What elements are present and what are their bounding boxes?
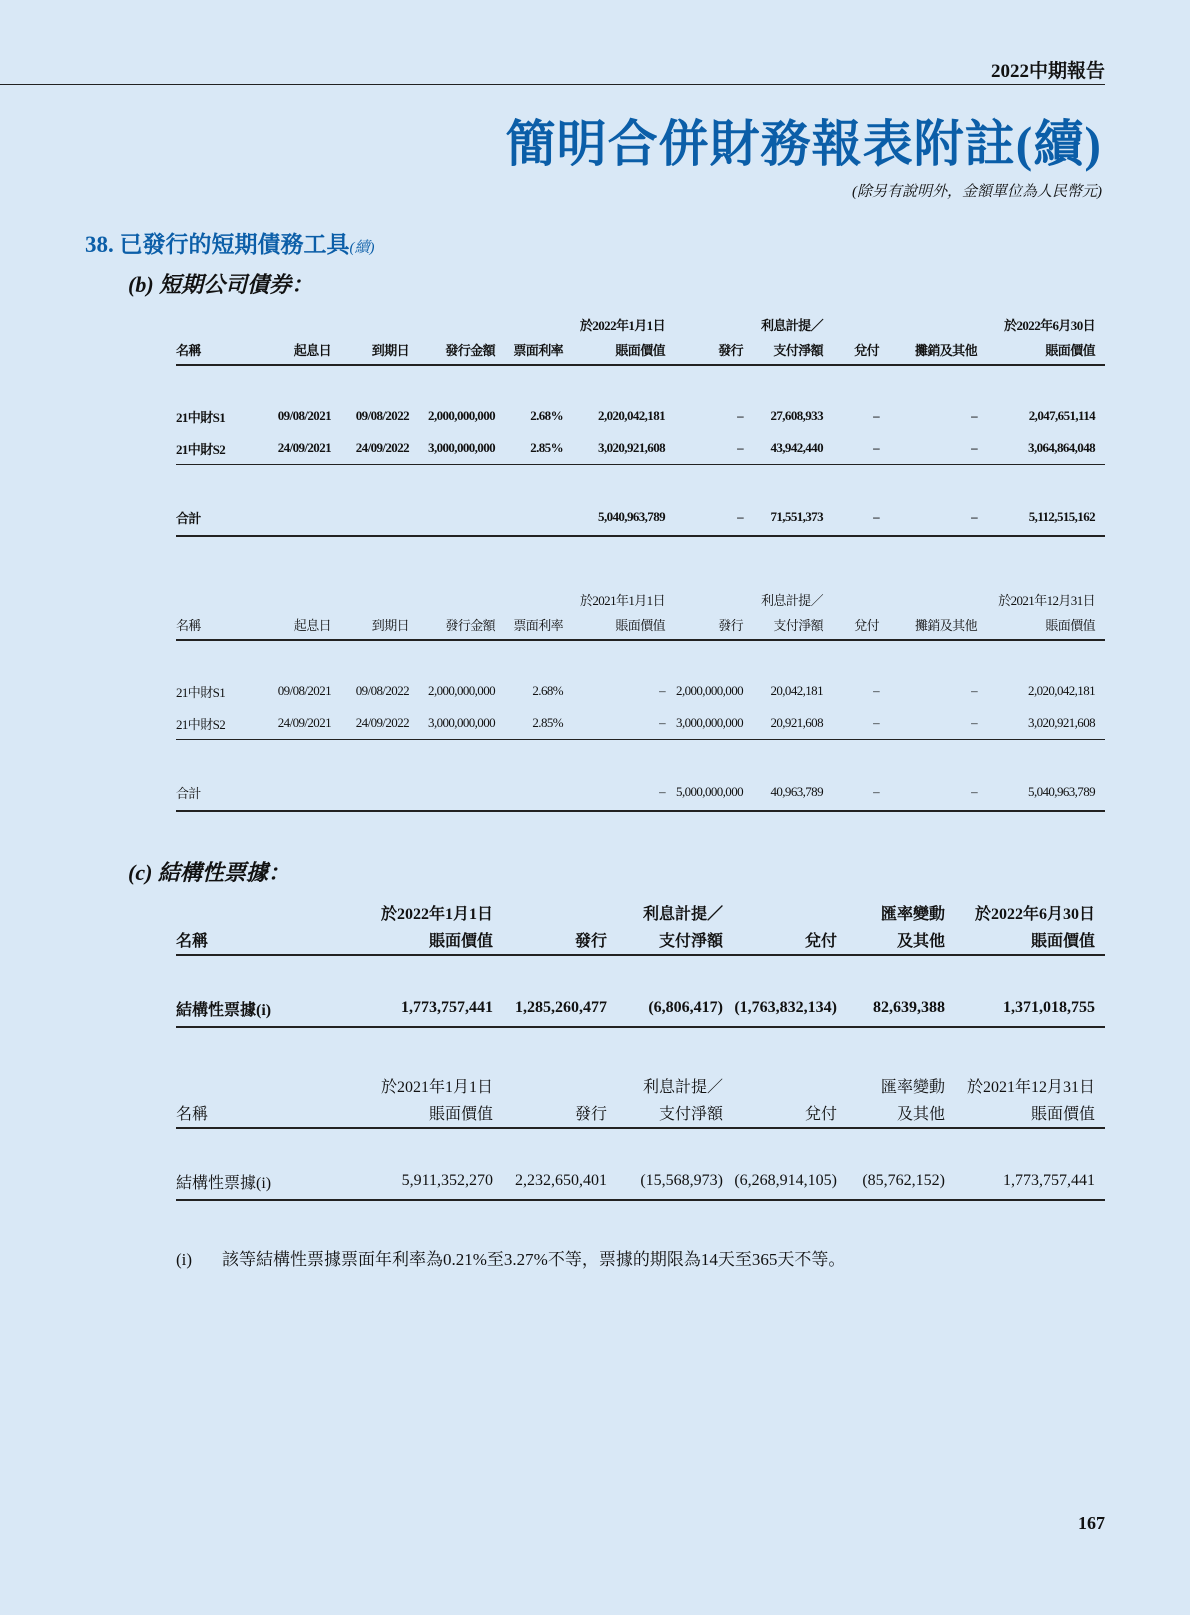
- header-cell: [336, 583, 414, 609]
- footnote-text: 該等結構性票據票面年利率為0.21%至3.27%不等，票據的期限為14天至365天不等。: [222, 1250, 846, 1269]
- header-divider: [0, 84, 1105, 85]
- table-cell: 20,042,181: [770, 683, 823, 698]
- table-cell: 5,040,963,789: [568, 499, 670, 536]
- table-cell: (6,268,914,105): [728, 1163, 842, 1200]
- header-cell: 到期日: [336, 609, 414, 640]
- table-cell: 合計: [176, 774, 264, 811]
- header-cell: 於2021年12月31日: [998, 593, 1095, 608]
- header-cell: 兌付: [828, 609, 884, 640]
- table-row: [176, 707, 1105, 740]
- header-cell: 於2021年1月1日: [380, 1079, 493, 1096]
- page-title: 簡明合併財務報表附註(續): [505, 116, 1102, 172]
- header-cell: [500, 308, 568, 334]
- table-cell: 5,911,352,270: [326, 1163, 498, 1200]
- table-cell: –: [670, 432, 748, 465]
- header-cell: [670, 583, 748, 609]
- header-cell: [498, 1071, 612, 1097]
- subsection-c-title: (c) 結構性票據：: [128, 860, 290, 885]
- table-cell: 09/08/2021: [277, 683, 331, 698]
- table-cell: –: [873, 408, 879, 423]
- table-cell: –: [873, 683, 879, 698]
- header-cell: 到期日: [336, 334, 414, 365]
- table-cell: 24/09/2021: [264, 707, 336, 740]
- header-row-top: [176, 308, 1105, 334]
- table-cell: [500, 499, 568, 536]
- header-cell: [176, 1071, 326, 1097]
- header-cell: 於2022年1月1日: [380, 906, 493, 923]
- footnote-key: (i): [176, 1250, 193, 1269]
- table-cell: 20,921,608: [748, 707, 828, 740]
- header-cell: 名稱: [176, 609, 264, 640]
- header-cell: 攤銷及其他: [884, 609, 982, 640]
- header-cell: 於2022年6月30日: [974, 906, 1095, 923]
- header-cell: 發行金額: [414, 609, 500, 640]
- subsection-b-title: (b) 短期公司債券：: [128, 272, 314, 297]
- table-cell: –: [828, 432, 884, 465]
- table-cell: –: [737, 408, 743, 423]
- header-cell: 及其他: [842, 1097, 950, 1128]
- header-cell: 名稱: [176, 924, 326, 955]
- header-cell: 名稱: [176, 1097, 326, 1128]
- table-cell: –: [828, 707, 884, 740]
- page-subtitle: (除另有說明外，金額單位為人民幣元): [852, 184, 1102, 200]
- header-cell: [176, 308, 264, 334]
- header-cell: [414, 308, 500, 334]
- table-cell: 1,773,757,441: [326, 990, 498, 1027]
- header-cell: 發行: [498, 924, 612, 955]
- header-cell: 賬面價值: [568, 609, 670, 640]
- table-cell: [336, 499, 414, 536]
- header-cell: 賬面價值: [950, 1097, 1105, 1128]
- header-cell: 於2022年1月1日: [579, 318, 665, 333]
- header-cell: [828, 583, 884, 609]
- table-cell: 2,020,042,181: [1028, 683, 1095, 698]
- table-cell: –: [971, 408, 977, 423]
- header-row: [176, 609, 1105, 640]
- table-cell: –: [971, 683, 977, 698]
- table-cell: 2.68%: [530, 408, 563, 423]
- header-cell: 及其他: [842, 924, 950, 955]
- table-cell: 2,020,042,181: [598, 408, 665, 423]
- table-cell: [500, 774, 568, 811]
- table-cell: (85,762,152): [842, 1163, 950, 1200]
- table-cell: (1,763,832,134): [728, 990, 842, 1027]
- header-row-top: [176, 898, 1105, 924]
- table-cell: [264, 499, 336, 536]
- table-cell: 27,608,933: [770, 408, 823, 423]
- table-cell: [264, 774, 336, 811]
- header-cell: 兌付: [728, 1097, 842, 1128]
- table-cell: (6,806,417): [612, 990, 728, 1027]
- table-cell: 2.68%: [532, 683, 563, 698]
- table-cell: 3,000,000,000: [414, 432, 500, 465]
- table-cell: 2,000,000,000: [428, 408, 495, 423]
- header-cell: 起息日: [264, 334, 336, 365]
- table-row: [176, 675, 1105, 707]
- header-cell: 利息計提／: [642, 1079, 723, 1096]
- table-cell: 21中財S2: [176, 707, 264, 740]
- header-cell: 利息計提／: [642, 906, 723, 923]
- table-cell: 3,000,000,000: [670, 707, 748, 740]
- header-cell: 賬面價值: [326, 924, 498, 955]
- table-cell: 3,000,000,000: [414, 707, 500, 740]
- header-cell: 賬面價值: [326, 1097, 498, 1128]
- header-row-top: [176, 1071, 1105, 1097]
- table-cell: 82,639,388: [842, 990, 950, 1027]
- table-cell: 5,000,000,000: [670, 774, 748, 811]
- table-cell: –: [884, 707, 982, 740]
- table-cell: 24/09/2022: [336, 707, 414, 740]
- table-cell: –: [670, 499, 748, 536]
- header-cell: 支付淨額: [612, 924, 728, 955]
- table-cell: 2.85%: [500, 707, 568, 740]
- header-cell: 匯率變動: [880, 1079, 945, 1096]
- header-cell: 於2022年6月30日: [1004, 318, 1095, 333]
- page-number: 167: [1078, 1513, 1105, 1533]
- table-cell: 24/09/2021: [264, 432, 336, 465]
- header-cell: 支付淨額: [748, 334, 828, 365]
- header-cell: 兌付: [728, 924, 842, 955]
- table-cell: 5,040,963,789: [982, 774, 1105, 811]
- header-cell: [728, 898, 842, 924]
- table-cell: 3,020,921,608: [568, 432, 670, 465]
- footnote: [176, 1245, 845, 1270]
- header-cell: [264, 308, 336, 334]
- section-continued: (續): [349, 240, 375, 256]
- table-cell: 24/09/2022: [336, 432, 414, 465]
- header-row: [176, 334, 1105, 365]
- header-cell: [828, 308, 884, 334]
- header-cell: 支付淨額: [748, 609, 828, 640]
- header-cell: 票面利率: [500, 334, 568, 365]
- bonds-table-2021: [176, 583, 1105, 812]
- header-cell: 利息計提／: [760, 593, 823, 608]
- table-row: [176, 432, 1105, 465]
- section-title: [85, 226, 375, 259]
- header-cell: 攤銷及其他: [884, 334, 982, 365]
- header-cell: 於2021年1月1日: [579, 593, 665, 608]
- table-cell: –: [659, 683, 665, 698]
- header-cell: 起息日: [264, 609, 336, 640]
- header-cell: 發行: [670, 334, 748, 365]
- table-cell: –: [884, 774, 982, 811]
- header-cell: [884, 308, 982, 334]
- table-cell: 21中財S1: [176, 684, 226, 700]
- table-cell: [336, 774, 414, 811]
- table-cell: 09/08/2022: [355, 408, 409, 423]
- header-cell: [498, 898, 612, 924]
- table-cell: 2,000,000,000: [676, 683, 743, 698]
- header-cell: 於2021年12月31日: [966, 1079, 1095, 1096]
- header-cell: [176, 898, 326, 924]
- table-cell: 09/08/2022: [355, 683, 409, 698]
- table-cell: 71,551,373: [748, 499, 828, 536]
- bonds-table-2022: [176, 308, 1105, 537]
- table-cell: 43,942,440: [748, 432, 828, 465]
- header-row: [176, 1097, 1105, 1128]
- header-cell: [500, 583, 568, 609]
- header-cell: 發行: [498, 1097, 612, 1128]
- header-cell: 名稱: [176, 334, 264, 365]
- table-cell: –: [828, 499, 884, 536]
- structured-notes-table-2021: [176, 1071, 1105, 1201]
- table-cell: –: [828, 774, 884, 811]
- header-cell: 支付淨額: [612, 1097, 728, 1128]
- header-cell: [884, 583, 982, 609]
- table-cell: 結構性票據(i): [176, 990, 326, 1027]
- header-cell: 賬面價值: [568, 334, 670, 365]
- header-cell: 賬面價值: [982, 334, 1105, 365]
- table-cell: 40,963,789: [748, 774, 828, 811]
- structured-notes-table-2022: [176, 898, 1105, 1028]
- table-row: [176, 400, 1105, 432]
- header-cell: [176, 583, 264, 609]
- header-cell: [728, 1071, 842, 1097]
- header-cell: [336, 308, 414, 334]
- table-cell: –: [568, 774, 670, 811]
- table-cell: 3,020,921,608: [982, 707, 1105, 740]
- table-cell: –: [568, 707, 670, 740]
- table-cell: 2,000,000,000: [428, 683, 495, 698]
- table-cell: 5,112,515,162: [982, 499, 1105, 536]
- table-cell: [414, 774, 500, 811]
- section-number-title: 38. 已發行的短期債務工具: [85, 232, 350, 257]
- table-cell: 1,773,757,441: [950, 1163, 1105, 1200]
- header-cell: 兌付: [828, 334, 884, 365]
- header-row: [176, 924, 1105, 955]
- header-cell: 發行: [670, 609, 748, 640]
- table-cell: 21中財S2: [176, 432, 264, 465]
- header-cell: 票面利率: [500, 609, 568, 640]
- table-cell: 09/08/2021: [277, 408, 331, 423]
- table-row: [176, 990, 1105, 1027]
- header-cell: 利息計提／: [760, 318, 823, 333]
- header-row-top: [176, 583, 1105, 609]
- header-cell: 匯率變動: [880, 906, 945, 923]
- table-cell: 合計: [176, 499, 264, 536]
- table-cell: 2,047,651,114: [1028, 408, 1095, 423]
- report-label: 2022中期報告: [990, 61, 1105, 82]
- table-cell: 2,232,650,401: [498, 1163, 612, 1200]
- table-row: [176, 1163, 1105, 1200]
- header-cell: [670, 308, 748, 334]
- total-row: [176, 774, 1105, 811]
- total-row: [176, 499, 1105, 536]
- table-cell: 2.85%: [500, 432, 568, 465]
- header-cell: 發行金額: [414, 334, 500, 365]
- table-cell: [414, 499, 500, 536]
- table-cell: (15,568,973): [612, 1163, 728, 1200]
- table-cell: 1,285,260,477: [498, 990, 612, 1027]
- table-cell: –: [884, 499, 982, 536]
- header-cell: [414, 583, 500, 609]
- table-cell: 1,371,018,755: [950, 990, 1105, 1027]
- header-cell: 賬面價值: [982, 609, 1105, 640]
- table-cell: –: [884, 432, 982, 465]
- table-cell: 結構性票據(i): [176, 1163, 326, 1200]
- table-cell: 21中財S1: [176, 409, 226, 425]
- header-cell: 賬面價值: [950, 924, 1105, 955]
- header-cell: [264, 583, 336, 609]
- table-cell: 3,064,864,048: [982, 432, 1105, 465]
